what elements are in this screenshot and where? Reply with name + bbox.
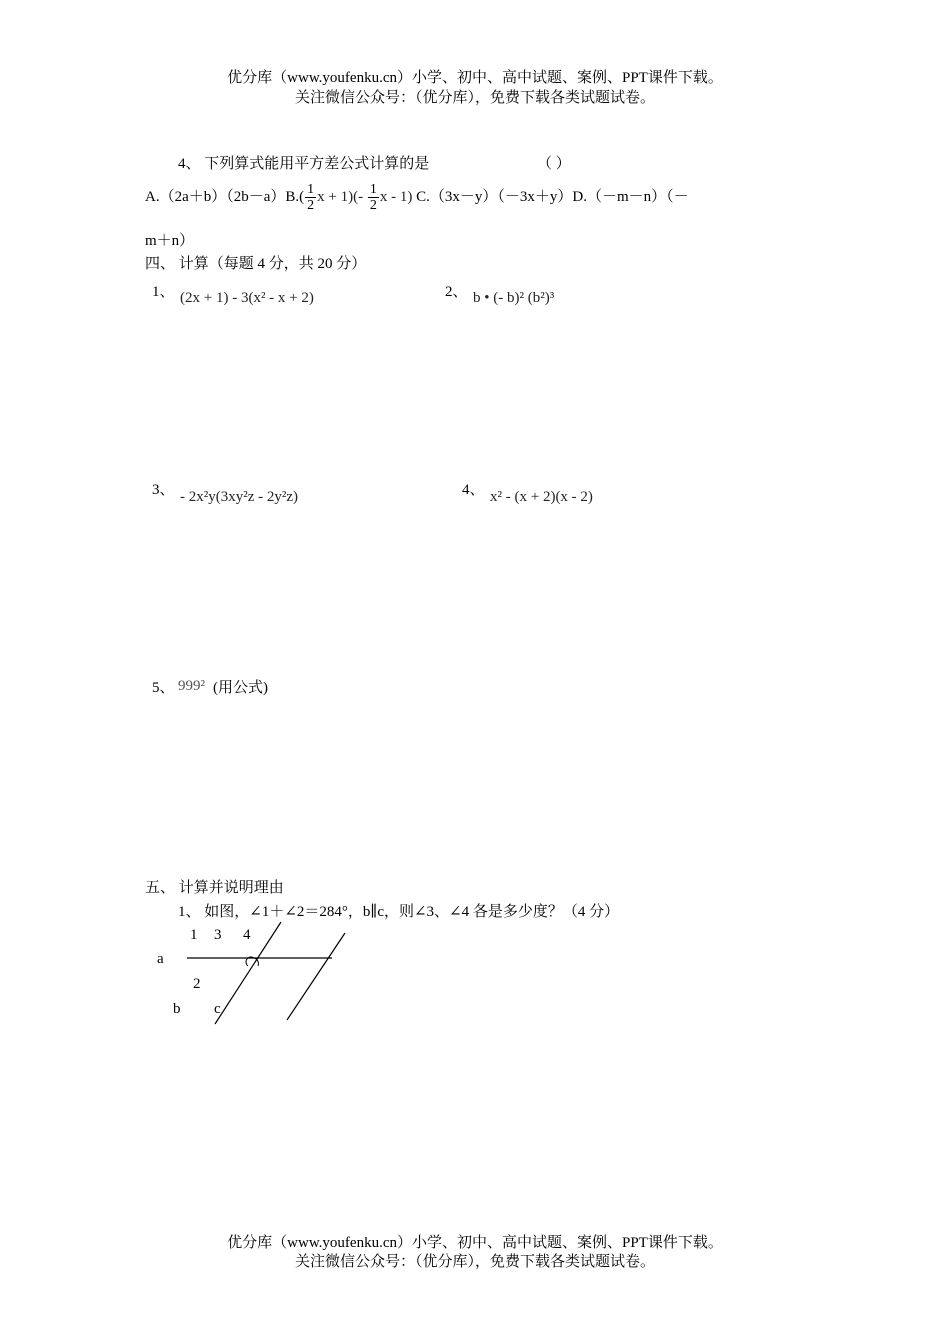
problem-2-number: 2、: [445, 284, 468, 300]
section-5-question-1: 1、 如图，∠1＋∠2＝284°，b∥c，则∠3、∠4 各是多少度？（4 分）: [178, 904, 620, 920]
problem-4-expression: x² - (x + 2)(x - 2): [490, 489, 593, 505]
fraction-half-1: $\frac{1}{2}$: [307, 182, 315, 214]
problem-1-expression: (2x + 1) - 3(x² - x + 2): [180, 290, 314, 306]
figure-label-2: 2: [193, 976, 201, 992]
section-5-title: 五、 计算并说明理由: [145, 880, 284, 896]
figure-label-1: 1: [190, 927, 198, 943]
q4-option-a: A.（2a＋b）（2b－a）: [145, 189, 286, 205]
header-line-2: 关注微信公众号：（优分库），免费下载各类试题试卷。: [294, 90, 655, 106]
q4-option-c: C.（3x－y）（－3x＋y）: [416, 189, 573, 205]
q4-answer-bracket: （ ）: [537, 156, 571, 172]
q4-options-line: [145, 180, 689, 214]
problem-3-expression: - 2x²y(3xy²z - 2y²z): [180, 489, 299, 505]
header-line-1: 优分库（www.youfenku.cn）小学、初中、高中试题、案例、PPT课件下载。: [227, 70, 723, 86]
section-4-title: 四、 计算（每题 4 分，共 20 分）: [145, 256, 367, 272]
figure-label-b: b: [173, 1001, 181, 1017]
q4-option-d-continued: m＋n）: [145, 233, 195, 249]
problem-5-expression: 999²: [178, 678, 205, 694]
problem-5-note: (用公式): [213, 680, 268, 696]
figure-label-4: 4: [243, 927, 251, 943]
problem-1-number: 1、: [152, 284, 175, 300]
fraction-half-2: $\frac{1}{2}$: [369, 182, 377, 214]
problem-5-number: 5、: [152, 680, 175, 696]
problem-4-number: 4、: [462, 482, 485, 498]
q4-option-b: B.( $\frac{1}{2}$ x + 1)(- $\frac{1}{2}$ x - 1): [285, 182, 413, 214]
problem-3-number: 3、: [152, 482, 175, 498]
q4-stem: 4、 下列算式能用平方差公式计算的是: [178, 156, 430, 172]
footer-line-2: 关注微信公众号：（优分库），免费下载各类试题试卷。: [294, 1254, 655, 1270]
footer-line-1: 优分库（www.youfenku.cn）小学、初中、高中试题、案例、PPT课件下载。: [227, 1235, 723, 1251]
line-c: [287, 933, 345, 1020]
q4-option-d: D.（－m－n）（－: [572, 189, 689, 205]
problem-2-expression: b • (- b)² (b²)³: [473, 290, 555, 306]
figure-label-c: c: [214, 1001, 221, 1017]
figure-label-3: 3: [214, 927, 222, 943]
figure-label-a: a: [157, 951, 164, 967]
